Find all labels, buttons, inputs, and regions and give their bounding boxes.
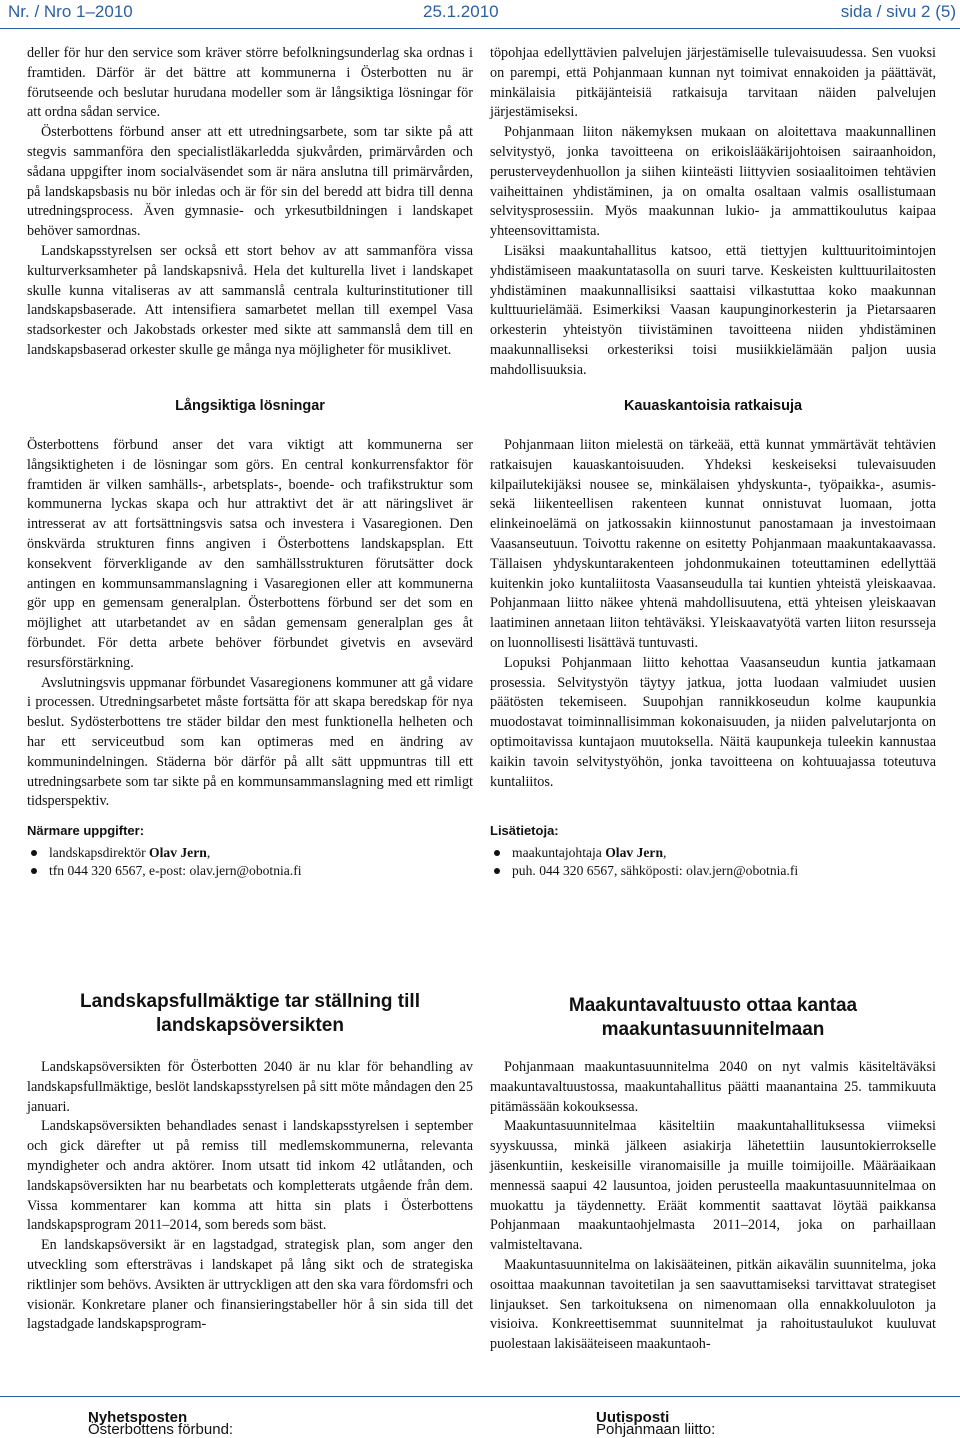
footer-swedish-title [88, 1409, 234, 1438]
paragraph: deller för hur den service som kräver större befolkningsunderlag ska ordnas i framtiden. Därför är det bättre att kommunerna i Österbotten nu är förutseende och beslutar hurudana modeller som är långsiktiga lösningar för att ordna sådan service. [27, 45, 473, 121]
finnish-mid-text [490, 436, 936, 792]
contact-item [49, 844, 473, 862]
swedish-mid-text [27, 436, 473, 812]
paragraph: Avslutningsvis uppmanar förbundet Vasaregionens kommuner att gå vidare i processen. Utredningsarbetet måste fortsätta för att skapa beredskap för nya beslut. Sydösterbottens tre städer bildar den mest funktionella helheten och har ett serviceutbud som kan optimeras med en ändring av kommunindelningen. Städerna bör därför på allt sätt uppmuntras till ett utredningsarbete som tar sikte på en kommunsammanslagning med ett rimligt tidsperspektiv. [27, 674, 473, 810]
contact-label: Lisätietoja: [490, 823, 559, 838]
finnish-news-text [490, 1058, 936, 1355]
paragraph: Landskapsöversikten för Österbotten 2040 är nu klar för behandling av landskapsfullmäktige, beslöt landskapsstyrelsen på sitt möte måndagen den 25 januari. [27, 1059, 473, 1115]
swedish-subheading: Långsiktiga lösningar [175, 398, 325, 414]
page-number: sida / sivu 2 (5) [840, 2, 956, 21]
finnish-subheading: Kauaskantoisia ratkaisuja [623, 398, 803, 414]
issue-date: 25.1.2010 [423, 2, 499, 21]
paragraph: Landskapsstyrelsen ser också ett stort behov av att sammanföra vissa kulturverksamheter på landskapsnivå. Hela det kulturella livet i landskapet skulle kunna vitaliseras av att sammanslå centrala kulturinstitutioner till landskapsbaserade. Att intensifiera samarbetet mellan till exempel Vasa stadsorkester och Jakobstads orkester med sikte att sammanslå dem till en landskapsbaserad orkester skulle ge många nya möjligheter för musiklivet. [27, 242, 473, 358]
paragraph: Pohjanmaan liiton näkemyksen mukaan on aloitettava maakunnallinen selvitystyö, jonka tavoitteena on erikoislääkärijohtoisen sairaanhoidon, perusterveydenhuollon ja siihen kiinteästi liittyvien sosiaalitoimen tehtävien vaiheittainen yhdistäminen, ja on omalta osaltaan valmis osallistumaan selvitysprosessiin. Myös maakunnan lukio- ja ammattikoulutus kaipaa yhteensovittamista. [490, 124, 936, 240]
contact-label: Närmare uppgifter: [27, 823, 145, 838]
paragraph: Pohjanmaan maakuntasuunnitelma 2040 on nyt valmis käsiteltäväksi maakuntavaltuustossa, maakuntahallitus päätti maanantaina 25. tammikuuta pitämässään kokouksessa. [490, 1059, 936, 1115]
page-header [0, 0, 960, 29]
contact-item [512, 844, 936, 862]
footer-finnish-title [596, 1409, 716, 1438]
contact-name: Olav Jern [149, 845, 207, 860]
swedish-news-text [27, 1058, 473, 1335]
page-footer [0, 1396, 960, 1438]
paragraph: Maakuntasuunnitelma on lakisääteinen, pitkän aikavälin suunnitelma, joka osoittaa maakunnan tavoitetilan ja sen saavuttamiseksi tarvittavat strategiset linjaukset. Sen tarkoituksena on nimenomaan olla ennakkoluuloton ja visioiva. Konkreettisemmat suunnitelmat ja rahoitustaulukot kuuluvat puolestaan lakisääteiseen maakuntaoh- [490, 1256, 936, 1353]
footer-publication: Nyhetsposten [88, 1409, 188, 1426]
paragraph: En landskapsöversikt är en lagstadgad, strategisk plan, som anger den utveckling som eftersträvas i landskapet på lång sikt och de strategiska riktlinjer som behövs. Avsikten är uttryckligen att den ska vara fördomsfri och visionär. Konkretare planer och finansieringstabeller hör å sin sida till det lagstadgade landskapsprogram- [27, 1237, 473, 1333]
swedish-news-heading: Landskapsfullmäktige tar ställning till landskapsöversikten [80, 991, 420, 1036]
paragraph: töpohjaa edellyttävien palvelujen järjestämiselle tulevaisuudessa. Sen vuoksi on parempi, että Pohjanmaan kunnan nyt toimivat ennakoiden ja päättävät, minkälaisia pitkäjänteisiä ratkaisuja tarvitaan näiden palvelujen järjestämiseksi. [490, 45, 936, 121]
contact-comma: , [206, 845, 211, 860]
finnish-top-text [490, 44, 936, 381]
contact-details [49, 862, 473, 880]
footer-org: Pohjanmaan liitto: [596, 1421, 716, 1438]
paragraph: Lopuksi Pohjanmaan liitto kehottaa Vaasanseudun kuntia jatkamaan prosessia. Selvitystyön täytyy jatkua, jotta luodaan valmiudet uusien päätösten tekemiseen. Suupohjan rannikkoseudun kolme kaupunkia muodostavat toiminnallisimman kokonaisuuden, ja niiden palvelutarjonta on optimoitavissa kuntajaon muutoksella. Näitä kaupunkeja tuleekin kannustaa kaikin tavoin selvitystyöhön, jonka tavoitteena on kohtuuajassa toteutuva kuntaliitos. [490, 654, 936, 790]
contact-comma: , [663, 845, 667, 860]
paragraph: Österbottens förbund anser det vara viktigt att kommunerna ser långsiktigheten i de lösningar som görs. En central konkurrensfaktor för framtiden är vilken samhälls-, arbetsplats-, boende- och trafikstruktur som kommunerna lyckas skapa och hur attraktivt det är att näringslivet är intresserat av att fortsättningsvis satsa och investera i Vasaregionen. Den önskvärda strukturen finns angiven i Österbottens landskapsplan. Ett konsekvent förverkligande av den samhällsstrukturen förutsätter dock antingen en kommunsammanslagning i Vasaregionen eller att kommunerna gör upp en gemensam generalplan. Österbottens förbund ser det som en möjlighet att utarbetandet av en sådan gemensam generalplan ges åt förbundet. För detta arbete behöver förbundet givetvis en avsevärd resursförstärkning. [27, 437, 473, 671]
finnish-news-heading: Maakuntavaltuusto ottaa kantaa maakuntasuunnitelmaan [568, 995, 858, 1040]
contact-phone-email[interactable]: tfn 044 320 6567, e-post: olav.jern@obotnia.fi [49, 863, 302, 878]
paragraph: Landskapsöversikten behandlades senast i landskapsstyrelsen i september och gick därefter ut på remiss till medlemskommunerna, relevanta myndigheter och andra aktörer. Inom utsatt tid inkom 42 utlåtanden, och landskapsöversikten har nu bearbetats och kompletterats utgående från dem. Vissa kommentarer kan komma att hitta sin plats i Österbottens landskapsprogram 2011–2014, som bereds som bäst. [27, 1118, 473, 1234]
footer-publication: Uutisposti [596, 1409, 670, 1426]
contact-title: landskapsdirektör [49, 845, 150, 860]
finnish-contact [490, 822, 936, 880]
paragraph: Österbottens förbund anser att ett utredningsarbete, som tar sikte på att stegvis sammanföra den specialistläkarledda sjukvården, primärvården och sådana uppgifter inom socialväsendet som är nära anslutna till primärvården, på landskapsbasis nu bör inledas och är för sin del beredd att bidra till denna utredningsprocess. Även gymnasie- och yrkesutbildningen i landskapet behöver samordnas. [27, 124, 473, 240]
contact-details [512, 862, 936, 880]
issue-number: Nr. / Nro 1–2010 [8, 2, 133, 21]
contact-title: maakuntajohtaja [512, 845, 606, 860]
paragraph: Lisäksi maakuntahallitus katsoo, että tiettyjen kulttuuritoimintojen yhdistämiseen maakuntatasolla on suuri tarve. Keskeisten kulttuurilaitosten yhdistäminen maakunnallisiksi saattaisi vilkastuttaa koko maakunnan kulttuurielämää. Esimerkiksi Vaasan kaupunginorkesterin ja Pietarsaaren orkesterin yhteistyön tiivistäminen tavoitteena niiden yhdistäminen maakunnalliseksi orkesteriksi toisi musiikkielämään paljon uusia mahdollisuuksia. [490, 242, 936, 378]
swedish-top-text [27, 44, 473, 361]
contact-phone-email[interactable]: puh. 044 320 6567, sähköposti: olav.jern@obotnia.fi [512, 863, 799, 878]
contact-name: Olav Jern [605, 845, 664, 860]
paragraph: Pohjanmaan liiton mielestä on tärkeää, että kunnat ymmärtävät tehtävien ratkaisujen kauaskantoisuuden. Yhdeksi keskeiseksi tulevaisuuden kilpailutekijäksi nousee se, minkälaisen yhdyskunta-, työpaikka-, asumis- sekä liikenteellisen rakenteen kunnat onnistuvat luomaan, jotta elinkeinoelämä on jatkossakin kiinnostunut panostamaan ja investoimaan Vaasanseutuun. Toivottu rakenne on esitetty Pohjanmaan maakuntakaavassa. Tällaisen yhdyskuntarakenteen johdonmukainen toteuttaminen edellyttää kuitenkin joko kuntaliitosta Vaasanseudulla tai kuntien yhteistä yleiskaavaa. Pohjanmaan liitto näkee yhtenä mahdollisuutena, että yhteisen yleiskaavan laatiminen annetaan liiton tehtäväksi. Yleiskaavatyötä varten liiton resursseja on luonnollisesti lisättävä tuntuvasti. [490, 437, 936, 651]
paragraph: Maakuntasuunnitelmaa käsiteltiin maakuntahallituksessa viimeksi syyskuussa, minkä jälkeen asiakirja lähetettiin lausuntokierrokselle jäsenkuntiin, keskeisille viranomaisille ja muille toimijoille. Määräaikaan mennessä saapui 42 lausuntoa, joiden perusteella maakuntasuunnitelmaa on muokattu ja täydennetty. Eräät kommentit saattavat löytää paikkansa Pohjanmaan maakuntaohjelmasta 2011–2014, joka on parhaillaan valmisteltavana. [490, 1118, 936, 1254]
swedish-contact [27, 822, 473, 880]
footer-org: Österbottens förbund: [88, 1421, 234, 1438]
